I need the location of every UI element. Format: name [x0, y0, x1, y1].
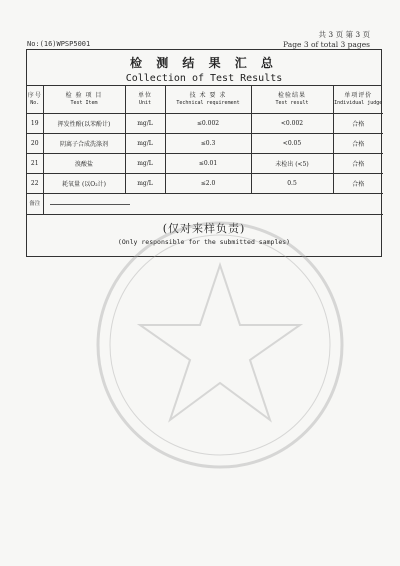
column-header-judge: 单项评价 Individual judge — [333, 86, 383, 114]
remarks-underline — [50, 204, 130, 205]
cell-requirement: ≤2.0 — [165, 174, 251, 194]
table-row — [27, 134, 383, 154]
cell-no: 20 — [27, 134, 43, 154]
title-cn: 检 测 结 果 汇 总 — [130, 56, 278, 70]
results-table — [27, 86, 383, 215]
cell-item: 耗氧量 (以O₂计) — [43, 174, 125, 194]
cell-requirement: ≤0.3 — [165, 134, 251, 154]
cell-item: 溴酸盐 — [43, 154, 125, 174]
cell-judge: 合格 — [333, 134, 383, 154]
cell-unit: mg/L — [125, 174, 165, 194]
column-header-no: 序号 No. — [27, 86, 43, 114]
column-header-requirement: 技 术 要 求 Technical requirement — [165, 86, 251, 114]
remarks-label: 备注 — [27, 194, 43, 215]
cell-result: <0.05 — [251, 134, 333, 154]
results-frame — [26, 49, 382, 257]
column-header-unit: 单位 Unit — [125, 86, 165, 114]
disclaimer-en: (Only responsible for the submitted samples) — [117, 238, 291, 246]
remarks-row — [27, 194, 383, 215]
title-en: Collection of Test Results — [125, 73, 283, 84]
page-counter-en: Page 3 of total 3 pages — [283, 40, 370, 49]
column-header-item: 检 验 项 目 Test Item — [43, 86, 125, 114]
disclaimer-cn: (仅对来样负责) — [162, 222, 246, 235]
report-number: No:(16)WPSP5001 — [27, 40, 91, 48]
table-row — [27, 154, 383, 174]
cell-result: <0.002 — [251, 114, 333, 134]
cell-result: 0.5 — [251, 174, 333, 194]
cell-judge: 合格 — [333, 154, 383, 174]
column-header-result: 检验结果 Test result — [251, 86, 333, 114]
cell-judge: 合格 — [333, 114, 383, 134]
cell-requirement: ≤0.002 — [165, 114, 251, 134]
table-header-row — [27, 86, 383, 114]
cell-requirement: ≤0.01 — [165, 154, 251, 174]
cell-no: 19 — [27, 114, 43, 134]
cell-unit: mg/L — [125, 134, 165, 154]
disclaimer — [27, 215, 381, 246]
page-counter-cn: 共 3 页 第 3 页 — [318, 30, 370, 39]
cell-unit: mg/L — [125, 114, 165, 134]
cell-judge: 合格 — [333, 174, 383, 194]
cell-no: 21 — [27, 154, 43, 174]
results-header — [27, 50, 381, 86]
page-counter — [283, 30, 370, 50]
cell-item: 挥发性酚(以苯酚计) — [43, 114, 125, 134]
table-row — [27, 114, 383, 134]
cell-result: 未检出 (<5) — [251, 154, 333, 174]
cell-no: 22 — [27, 174, 43, 194]
remarks-content — [43, 194, 383, 215]
cell-item: 阴离子合成洗涤剂 — [43, 134, 125, 154]
table-row — [27, 174, 383, 194]
cell-unit: mg/L — [125, 154, 165, 174]
